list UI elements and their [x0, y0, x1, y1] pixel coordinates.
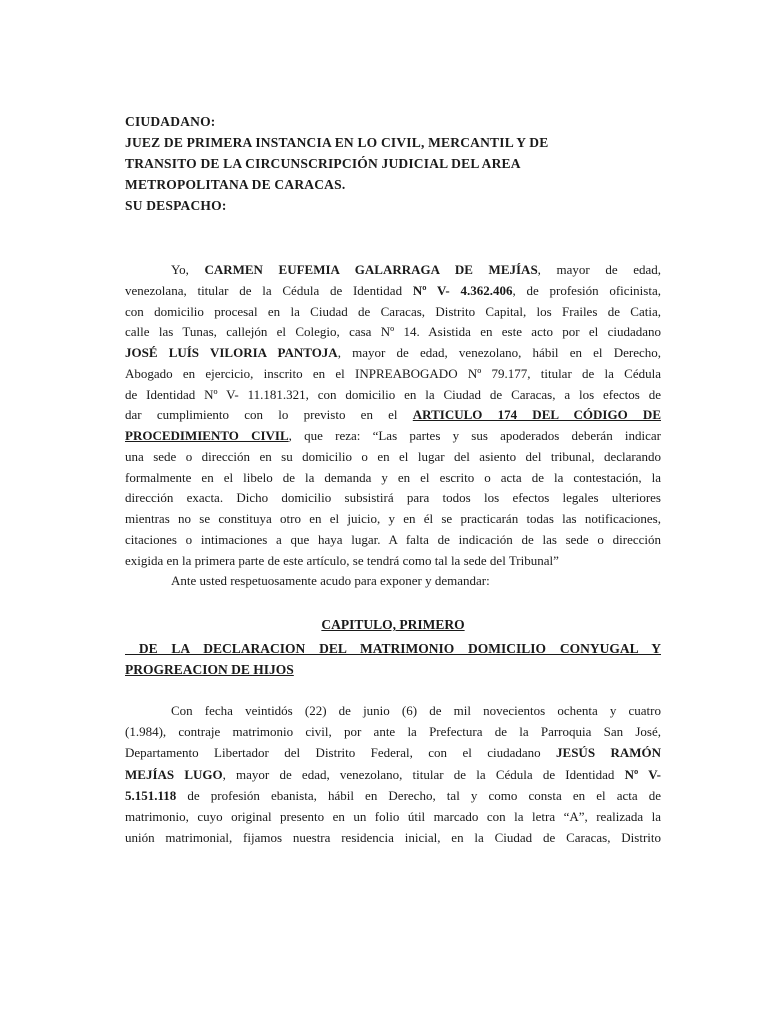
text-run: , mayor de edad, venezolano, hábil en el Derecho,: [337, 345, 661, 360]
text-line: Con fecha veintidós (22) de junio (6) de mil novecientos ochenta y cuatro: [171, 703, 661, 718]
header-line: SU DESPACHO:: [125, 198, 227, 213]
header-line: METROPOLITANA DE CARACAS.: [125, 177, 346, 192]
text-line: exigida en la primera parte de este artículo, se tendrá como tal la sede del Tribunal”: [125, 552, 559, 568]
text-line: [125, 343, 661, 364]
text-line: unión matrimonial, fijamos nuestra residencia inicial, en la Ciudad de Caracas, Distrito: [125, 830, 661, 846]
header-line: CIUDADANO:: [125, 114, 216, 129]
chapter-title: CAPITULO, PRIMERO: [321, 617, 465, 632]
text-line: calle las Tunas, callejón el Colegio, casa Nº 14. Asistida en este acto por el ciudadano: [125, 324, 661, 340]
text-run: , de profesión oficinista,: [512, 282, 661, 298]
spouse-id: Nº V-: [624, 766, 662, 782]
plaintiff-name: CARMEN EUFEMIA GALARRAGA DE MEJÍAS: [204, 262, 538, 277]
text-line: [125, 426, 661, 447]
spouse-name: MEJÍAS LUGO: [125, 766, 223, 782]
text-line: Ante usted respetuosamente acudo para exponer y demandar:: [171, 573, 490, 589]
article-reference: PROCEDIMIENTO CIVIL: [125, 428, 289, 443]
text-line: Abogado en ejercicio, inscrito en el INPREABOGADO Nº 79.177, titular de la Cédula: [125, 365, 661, 381]
text-run: Departamento Libertador del Distrito Federal, con el ciudadano: [125, 745, 557, 761]
text-line: con domicilio procesal en la Ciudad de Caracas, Distrito Capital, los Frailes de Catia,: [125, 303, 661, 319]
text-line: [125, 764, 661, 785]
text-line: [125, 260, 661, 281]
text-line: [125, 742, 661, 763]
text-run: , mayor de edad,: [537, 262, 661, 277]
text-run: de profesión ebanista, hábil en Derecho, tal y como consta en el acta de: [176, 787, 661, 803]
spouse-name: JESÚS RAMÓN: [556, 745, 661, 761]
lawyer-name: JOSÉ LUÍS VILORIA PANTOJA: [125, 345, 338, 360]
subtitle-line: DE LA DECLARACION DEL MATRIMONIO DOMICILIO CONYUGAL Y: [125, 641, 661, 656]
addressee-header: [125, 111, 625, 216]
text-run: venezolana, titular de la Cédula de Identidad: [125, 282, 413, 298]
text-run: , que reza: “Las partes y sus apoderados deberán indicar: [288, 428, 661, 443]
text-line: mientras no se constituya otro en el juicio, y en él se practicarán todas las notificaciones,: [125, 511, 661, 526]
text-line: matrimonio, cuyo original presento en un folio útil marcado con la letra “A”, realizada la: [125, 808, 661, 824]
text-run: dar cumplimiento con lo previsto en el: [125, 407, 413, 423]
text-run: , mayor de edad, venezolano, titular de la Cédula de Identidad: [222, 766, 625, 782]
text-line: [125, 785, 661, 806]
article-reference: ARTICULO 174 DEL CÓDIGO DE: [412, 407, 661, 423]
text-run: Yo,: [171, 262, 205, 277]
marriage-paragraph: [125, 700, 661, 848]
text-line: dirección exacta. Dicho domicilio subsistirá para todos los efectos legales ulteriores: [125, 490, 661, 506]
header-line: TRANSITO DE LA CIRCUNSCRIPCIÓN JUDICIAL DEL AREA: [125, 156, 521, 171]
text-line: formalmente en el libelo de la demanda y en el escrito o acta de la contestación, la: [125, 469, 661, 485]
text-line: [125, 281, 661, 302]
text-line: citaciones o intimaciones a que haya lugar. A falta de indicación de las sede o dirección: [125, 531, 661, 547]
text-line: [125, 405, 661, 426]
header-line: JUEZ DE PRIMERA INSTANCIA EN LO CIVIL, MERCANTIL Y DE: [125, 135, 549, 150]
subtitle-line: PROGREACION DE HIJOS: [125, 662, 294, 677]
text-line: (1.984), contraje matrimonio civil, por ante la Prefectura de la Parroquia San José,: [125, 724, 661, 740]
spouse-id: 5.151.118: [125, 787, 177, 803]
text-line: una sede o dirección en su domicilio o en el lugar del asiento del tribunal, declarando: [125, 448, 661, 464]
plaintiff-id: Nº V- 4.362.406: [412, 282, 513, 298]
chapter-subtitle: [125, 638, 661, 680]
text-line: de Identidad Nº V- 11.181.321, con domicilio en la Ciudad de Caracas, a los efectos de: [125, 386, 661, 402]
introduction-paragraph: [125, 260, 661, 592]
